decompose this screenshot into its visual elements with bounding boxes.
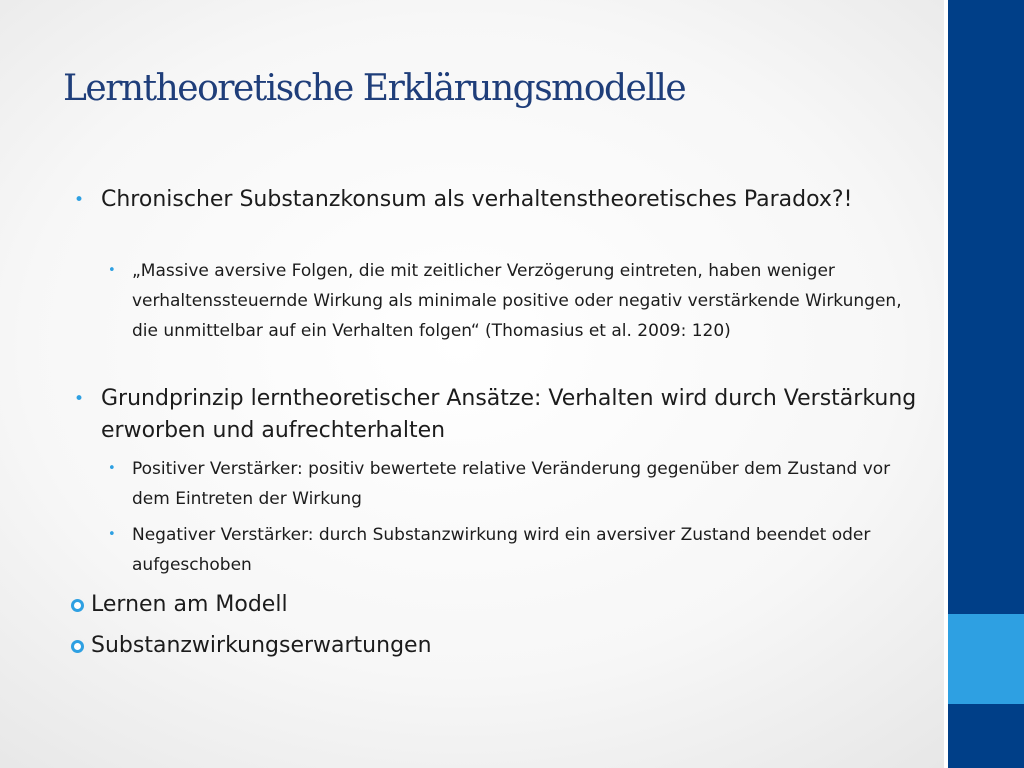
ring-bullet-icon [71,640,84,653]
sub-bullet-text: Positiver Verstärker: positiv bewertete relative Veränderung gegenüber dem Zustand vor dem Eintreten der Wirkung [132,459,891,509]
bullet-item [74,383,921,447]
ring-bullet-item [91,589,911,621]
bullet-text: Grundprinzip lerntheoretischer Ansätze: Verhalten wird durch Verstärkung erworben und aufrechterhalten [101,386,917,443]
bullet-item [74,184,921,216]
slide-title: Lerntheoretische Erklärungsmodelle [63,68,686,109]
ring-bullet-text: Lernen am Modell [91,592,288,617]
bullet-dot-icon: • [74,190,85,210]
sub-bullet-text: „Massive aversive Folgen, die mit zeitlicher Verzögerung eintreten, haben weniger verhaltenssteuernde Wirkung als minimale positive oder negativ verstärkende Wirkungen, die unmittelbar auf ein Verhalten folgen“ (Thomasius et al. 2009: 120) [132,261,902,341]
sub-bullet-item [108,454,912,514]
bullet-text: Chronischer Substanzkonsum als verhaltenstheoretisches Paradox?! [101,187,853,212]
sub-bullet-item [108,520,912,580]
sub-bullet-text: Negativer Verstärker: durch Substanzwirkung wird ein aversiver Zustand beendet oder aufgeschoben [132,525,871,575]
accent-bar-light [948,614,1024,704]
accent-divider [944,0,948,768]
sub-bullet-item [108,256,912,346]
bullet-dot-icon: • [108,527,116,542]
ring-bullet-text: Substanzwirkungserwartungen [91,633,432,658]
bullet-dot-icon: • [74,389,85,409]
ring-bullet-item [91,630,911,662]
ring-bullet-icon [71,599,84,612]
bullet-dot-icon: • [108,461,116,476]
bullet-dot-icon: • [108,263,116,278]
